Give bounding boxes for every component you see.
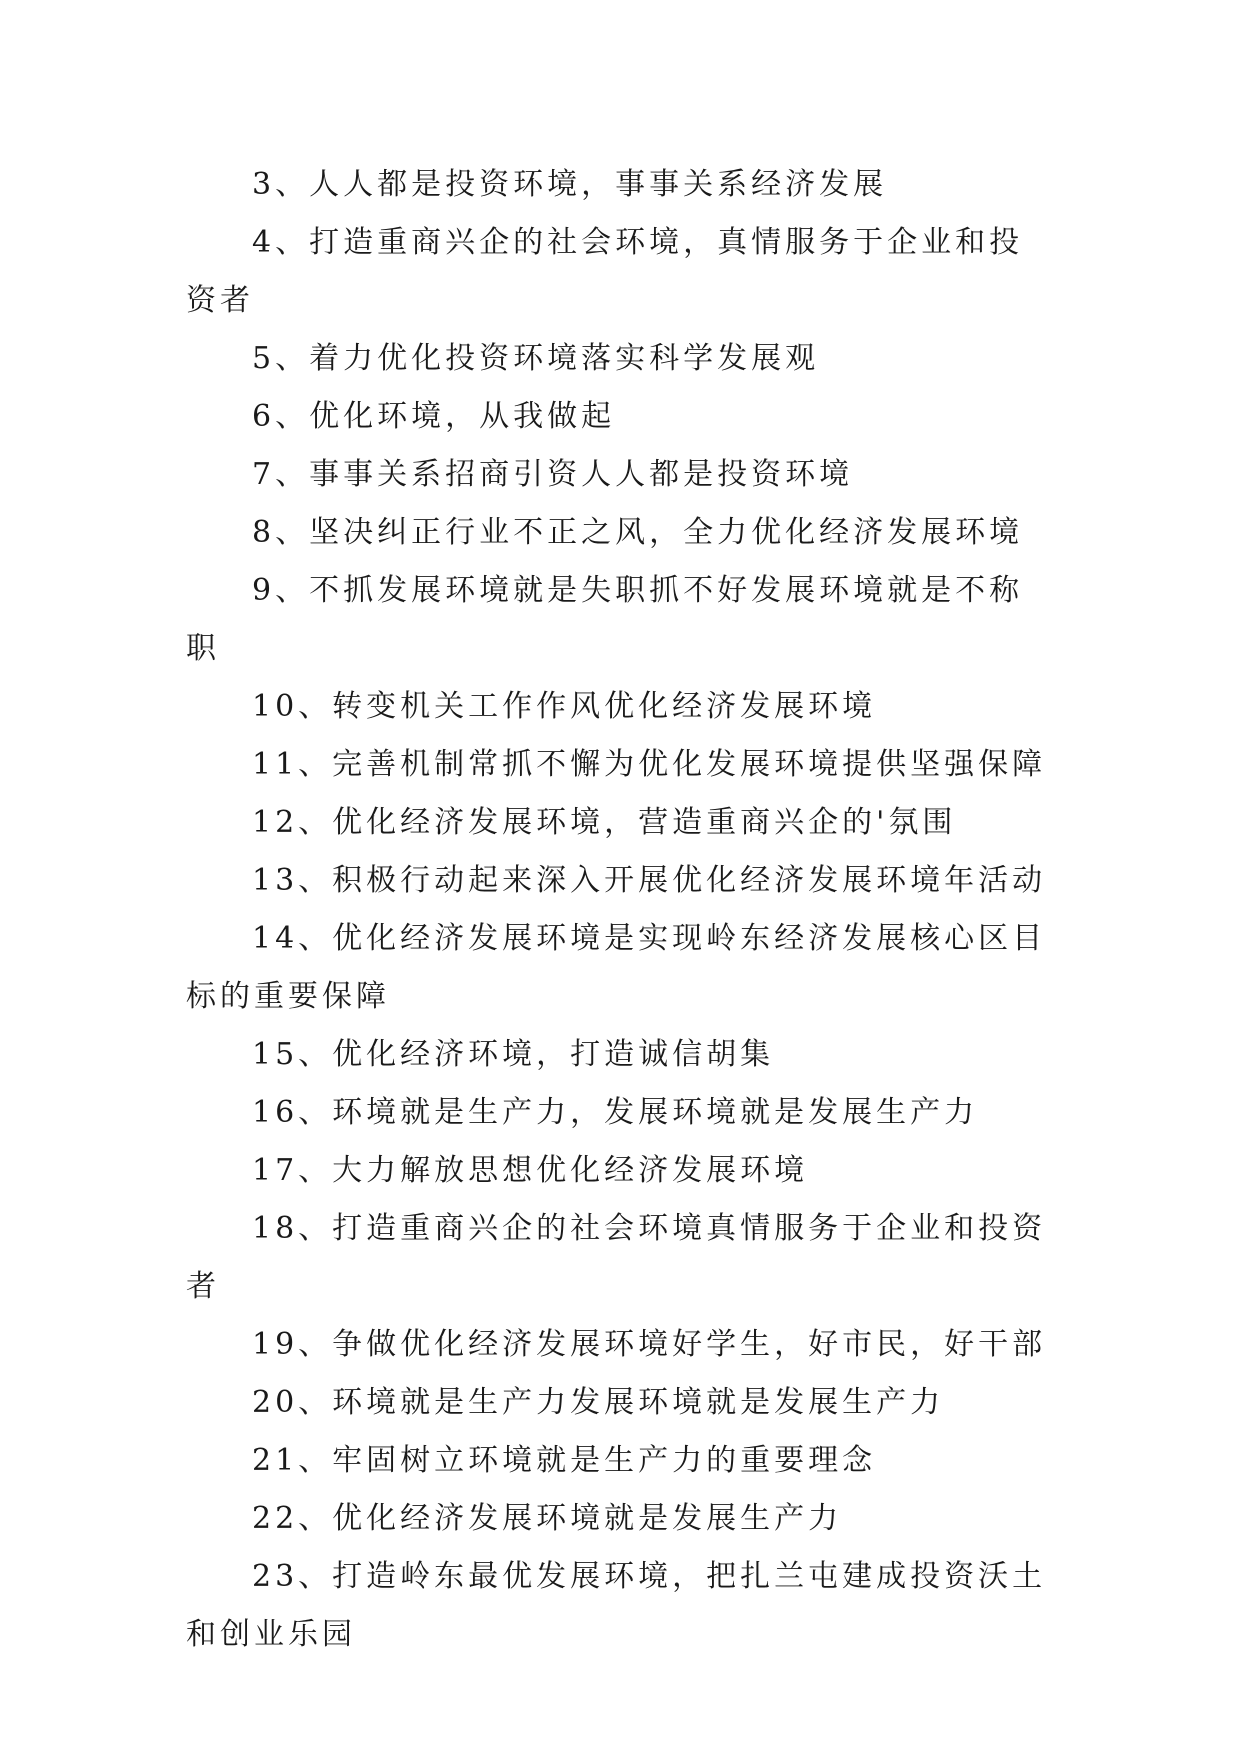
slogan-item: 23、打造岭东最优发展环境，把扎兰屯建成投资沃土和创业乐园 (186, 1559, 1047, 1652)
slogan-item: 22、优化经济发展环境就是发展生产力 (252, 1501, 843, 1536)
slogan-item: 16、环境就是生产力，发展环境就是发展生产力 (252, 1095, 979, 1130)
slogan-item: 6、优化环境，从我做起 (252, 399, 616, 434)
slogan-item: 14、优化经济发展环境是实现岭东经济发展核心区目标的重要保障 (186, 921, 1047, 1014)
slogan-item: 11、完善机制常抓不懈为优化发展环境提供坚强保障 (252, 747, 1047, 782)
slogan-item: 3、人人都是投资环境，事事关系经济发展 (252, 167, 888, 202)
slogan-item: 19、争做优化经济发展环境好学生，好市民，好干部 (252, 1327, 1047, 1362)
slogan-item: 15、优化经济环境，打造诚信胡集 (252, 1037, 775, 1072)
slogan-item: 7、事事关系招商引资人人都是投资环境 (252, 457, 854, 492)
slogan-item: 10、转变机关工作作风优化经济发展环境 (252, 689, 877, 724)
slogan-item: 4、打造重商兴企的社会环境，真情服务于企业和投资者 (186, 225, 1024, 318)
slogan-item: 9、不抓发展环境就是失职抓不好发展环境就是不称职 (186, 573, 1024, 666)
slogan-item: 20、环境就是生产力发展环境就是发展生产力 (252, 1385, 945, 1420)
slogan-item: 21、牢固树立环境就是生产力的重要理念 (252, 1443, 877, 1478)
slogan-list (186, 156, 1054, 1664)
slogan-item: 13、积极行动起来深入开展优化经济发展环境年活动 (252, 863, 1047, 898)
slogan-item: 18、打造重商兴企的社会环境真情服务于企业和投资者 (186, 1211, 1047, 1304)
slogan-item: 17、大力解放思想优化经济发展环境 (252, 1153, 809, 1188)
slogan-item: 8、坚决纠正行业不正之风，全力优化经济发展环境 (252, 515, 1024, 550)
slogan-item: 12、优化经济发展环境，营造重商兴企的'氛围 (252, 805, 957, 840)
slogan-item: 5、着力优化投资环境落实科学发展观 (252, 341, 820, 376)
